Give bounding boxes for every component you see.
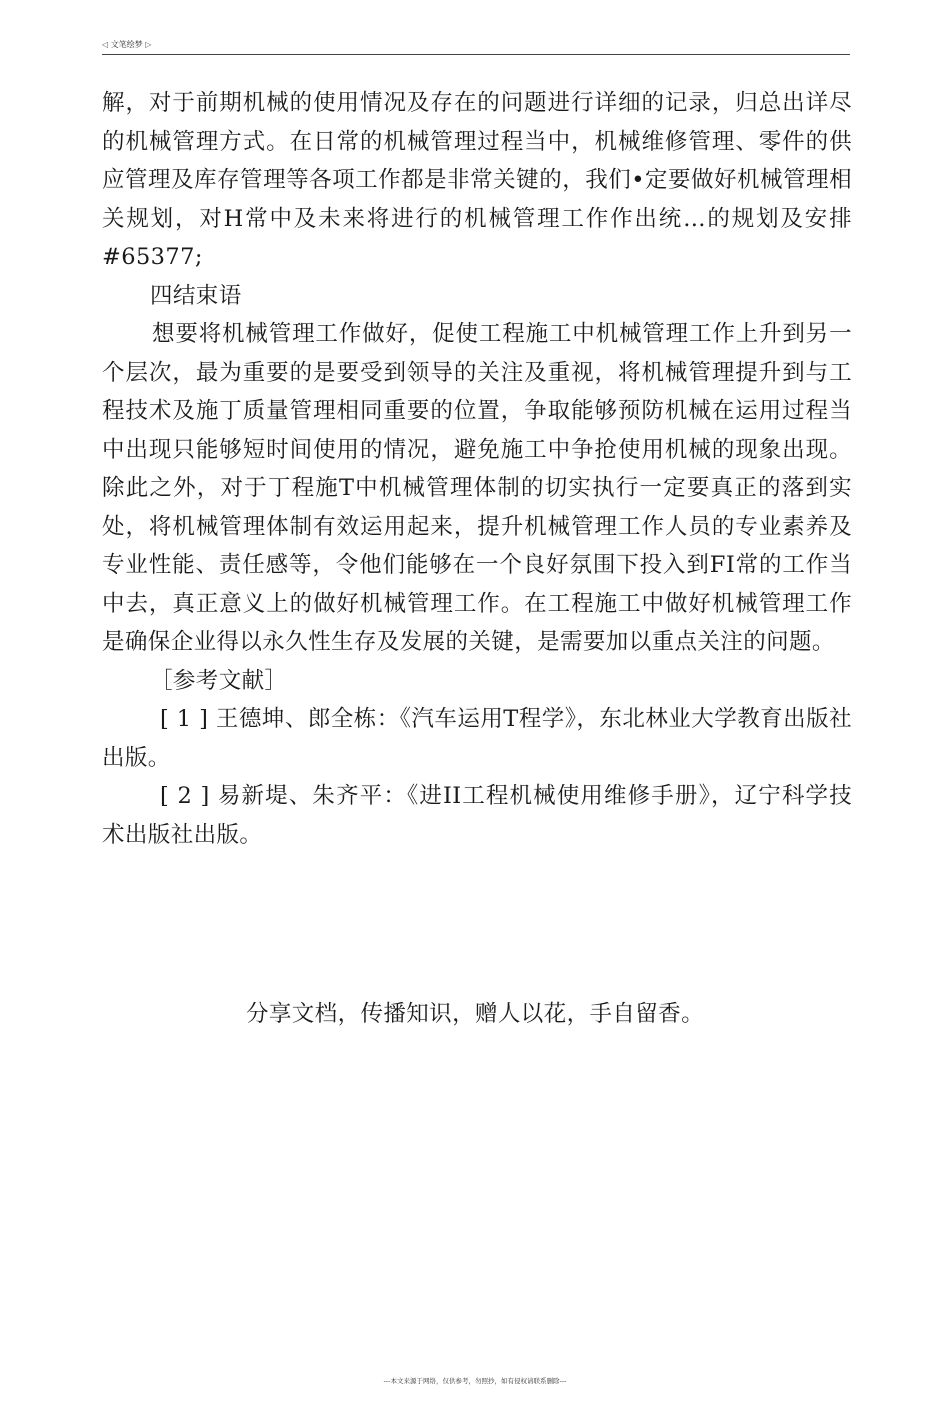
left-triangle-icon: ◁ — [102, 40, 109, 49]
document-body — [102, 84, 852, 854]
closing-line: 分享文档，传播知识，赠人以花，手自留香。 — [245, 1001, 704, 1027]
section-heading: 四结束语 — [150, 282, 242, 309]
reference-item: [ 2 ] 易新堤、朱齐平：《进II工程机械使用维修手册》，辽宁科学技术出版社出版。 — [102, 783, 852, 848]
page-footer: ---本文来源于网络，仅供参考，勿照抄，如有侵权请联系删除--- — [383, 1377, 567, 1385]
paragraph-continued: 解，对于前期机械的使用情况及存在的问题进行详细的记录，归总出详尽的机械管理方式。在日常的机械管理过程当中，机械维修管理、零件的供应管理及库存管理等各项工作都是非常关键的，我们•定要做好机械管理相关规划，对H常中及未来将进行的机械管理工作作出统…的规划及安排#65377; — [102, 90, 852, 270]
reference-item: [ 1 ] 王德坤、郎全栋：《汽车运用T程学》，东北林业大学教育出版社出版。 — [102, 706, 852, 771]
header-title: 文笔绘梦 — [110, 40, 143, 49]
page-header — [102, 38, 850, 55]
conclusion-paragraph: 想要将机械管理工作做好，促使工程施工中机械管理工作上升到另一个层次，最为重要的是要受到领导的关注及重视，将机械管理提升到与工程技术及施丁质量管理相同重要的位置，争取能够预防机械在运用过程当中出现只能够短时间使用的情况，避免施工中争抢使用机械的现象出现。除此之外，对于丁程施T中机械管理体制的切实执行一定要真正的落到实处，将机械管理体制有效运用起来，提升机械管理工作人员的专业素养及专业性能、责任感等，令他们能够在一个良好氛围下投入到FI常的工作当中去，真正意义上的做好机械管理工作。在工程施工中做好机械管理工作是确保企业得以永久性生存及发展的关键，是需要加以重点关注的问题。 — [102, 321, 852, 655]
right-triangle-icon: ▷ — [145, 40, 152, 49]
references-heading: ［参考文献］ — [150, 667, 288, 694]
